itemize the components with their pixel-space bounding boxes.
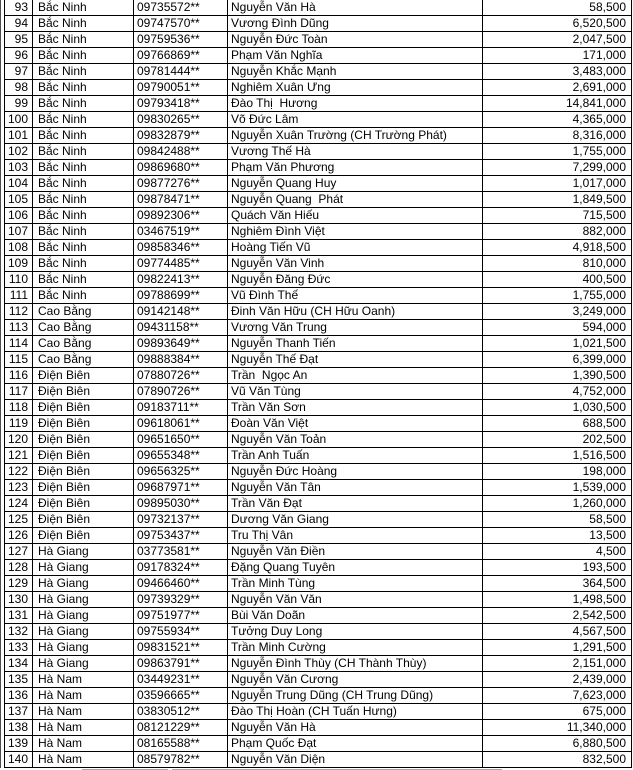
phone-cell[interactable]: 09892306** [134,208,228,223]
amount-cell[interactable]: 58,500 [483,512,632,527]
table-row [5,656,632,672]
province-cell[interactable]: Bắc Ninh [33,112,134,127]
customer-name-cell[interactable]: Nguyễn Đình Thùy (CH Thành Thùy) [228,656,483,671]
amount-cell[interactable]: 7,299,000 [483,160,632,175]
phone-cell[interactable]: 09893649** [134,336,228,351]
province-cell[interactable]: Bắc Ninh [33,240,134,255]
table-row [5,496,632,512]
province-cell[interactable]: Bắc Ninh [33,32,134,47]
amount-cell[interactable]: 1,030,500 [483,400,632,415]
customer-name-cell[interactable]: Nghiêm Đình Việt [228,224,483,239]
table-row [5,208,632,224]
province-cell[interactable]: Bắc Ninh [33,128,134,143]
customer-name-cell[interactable]: Vương Văn Trung [228,320,483,335]
customer-name-cell[interactable]: Vũ Văn Tùng [228,384,483,399]
row-number-cell[interactable]: 97 [5,64,33,79]
row-number-cell[interactable]: 128 [5,560,33,575]
province-cell[interactable]: Bắc Ninh [33,96,134,111]
amount-cell[interactable]: 4,500 [483,544,632,559]
customer-name-cell[interactable]: Nguyễn Trung Dũng (CH Trung Dũng) [228,688,483,703]
row-number-cell[interactable]: 123 [5,480,33,495]
province-cell[interactable]: Điện Biên [33,512,134,527]
phone-cell[interactable]: 07890726** [134,384,228,399]
amount-cell[interactable]: 4,567,500 [483,624,632,639]
province-cell[interactable]: Bắc Ninh [33,64,134,79]
amount-cell[interactable]: 2,439,000 [483,672,632,687]
customer-name-cell[interactable]: Tưởng Duy Long [228,624,483,639]
customer-name-cell[interactable]: Trần Văn Đạt [228,496,483,511]
phone-cell[interactable]: 09895030** [134,496,228,511]
table-row [5,736,632,752]
phone-cell[interactable]: 09858346** [134,240,228,255]
phone-cell[interactable]: 09431158** [134,320,228,335]
province-cell[interactable]: Bắc Ninh [33,0,134,15]
row-number-cell[interactable]: 121 [5,448,33,463]
phone-cell[interactable]: 08165588** [134,736,228,751]
phone-cell[interactable]: 09869680** [134,160,228,175]
customer-name-cell[interactable]: Vũ Đình Thế [228,288,483,303]
customer-name-cell[interactable]: Dương Văn Giang [228,512,483,527]
amount-cell[interactable]: 1,390,500 [483,368,632,383]
phone-cell[interactable]: 09877276** [134,176,228,191]
province-cell[interactable]: Điện Biên [33,464,134,479]
amount-cell[interactable]: 1,498,500 [483,592,632,607]
row-number-cell[interactable]: 114 [5,336,33,351]
row-number-cell[interactable]: 134 [5,656,33,671]
province-cell[interactable]: Bắc Ninh [33,288,134,303]
table-row [5,640,632,656]
amount-cell[interactable]: 715,500 [483,208,632,223]
amount-cell[interactable]: 202,500 [483,432,632,447]
amount-cell[interactable]: 13,500 [483,528,632,543]
province-cell[interactable]: Điện Biên [33,416,134,431]
province-cell[interactable]: Hà Giang [33,544,134,559]
province-cell[interactable]: Bắc Ninh [33,16,134,31]
province-cell[interactable]: Cao Bằng [33,352,134,367]
table-row [5,448,632,464]
province-cell[interactable]: Điện Biên [33,400,134,415]
phone-cell[interactable]: 09732137** [134,512,228,527]
row-number-cell[interactable]: 108 [5,240,33,255]
customer-name-cell[interactable]: Nguyễn Văn Cương [228,672,483,687]
province-cell[interactable]: Hà Giang [33,640,134,655]
phone-cell[interactable]: 09747570** [134,16,228,31]
row-number-cell[interactable]: 107 [5,224,33,239]
amount-cell[interactable]: 1,539,000 [483,480,632,495]
row-number-cell[interactable]: 130 [5,592,33,607]
province-cell[interactable]: Bắc Ninh [33,272,134,287]
amount-cell[interactable]: 882,000 [483,224,632,239]
table-row [5,352,632,368]
row-number-cell[interactable]: 116 [5,368,33,383]
phone-cell[interactable]: 07880726** [134,368,228,383]
amount-cell[interactable]: 2,691,000 [483,80,632,95]
province-cell[interactable]: Hà Giang [33,592,134,607]
province-cell[interactable]: Cao Bằng [33,336,134,351]
amount-cell[interactable]: 1,755,000 [483,144,632,159]
table-row [5,544,632,560]
table-row [5,528,632,544]
row-number-cell[interactable]: 96 [5,48,33,63]
customer-name-cell[interactable]: Nguyễn Thanh Tiến [228,336,483,351]
province-cell[interactable]: Hà Giang [33,608,134,623]
table-row [5,560,632,576]
amount-cell[interactable]: 6,880,500 [483,736,632,751]
table-row [5,240,632,256]
amount-cell[interactable]: 2,151,000 [483,656,632,671]
row-number-cell[interactable]: 133 [5,640,33,655]
table-row [5,112,632,128]
province-cell[interactable]: Hà Giang [33,560,134,575]
phone-cell[interactable]: 09618061** [134,416,228,431]
customer-name-cell[interactable]: Trần Minh Cường [228,640,483,655]
customer-name-cell[interactable]: Trần Văn Sơn [228,400,483,415]
donations-table [4,0,632,768]
phone-cell[interactable]: 09842488** [134,144,228,159]
table-row [5,464,632,480]
phone-cell[interactable]: 09766869** [134,48,228,63]
customer-name-cell[interactable]: Đinh Văn Hữu (CH Hữu Oanh) [228,304,483,319]
phone-cell[interactable]: 09755934** [134,624,228,639]
table-row [5,720,632,736]
table-row [5,752,632,768]
province-cell[interactable]: Hà Giang [33,656,134,671]
table-row [5,160,632,176]
customer-name-cell[interactable]: Quách Văn Hiếu [228,208,483,223]
amount-cell[interactable]: 832,500 [483,752,632,767]
phone-cell[interactable]: 09466460** [134,576,228,591]
phone-cell[interactable]: 03773581** [134,544,228,559]
amount-cell[interactable]: 193,500 [483,560,632,575]
phone-cell[interactable]: 09788699** [134,288,228,303]
customer-name-cell[interactable]: Nguyễn Quang Phát [228,192,483,207]
row-number-cell[interactable]: 100 [5,112,33,127]
amount-cell[interactable]: 1,260,000 [483,496,632,511]
table-row [5,272,632,288]
table-row [5,336,632,352]
customer-name-cell[interactable]: Nguyễn Văn Hà [228,720,483,735]
table-row [5,96,632,112]
table-row [5,128,632,144]
customer-name-cell[interactable]: Nguyễn Đăng Đức [228,272,483,287]
table-row [5,64,632,80]
table-row [5,512,632,528]
province-cell[interactable]: Điện Biên [33,480,134,495]
customer-name-cell[interactable]: Đặng Quang Tuyên [228,560,483,575]
amount-cell[interactable]: 3,249,000 [483,304,632,319]
table-row [5,704,632,720]
phone-cell[interactable]: 09656325** [134,464,228,479]
table-row [5,688,632,704]
amount-cell[interactable]: 58,500 [483,0,632,15]
province-cell[interactable]: Hà Giang [33,624,134,639]
table-row [5,592,632,608]
row-number-cell[interactable]: 103 [5,160,33,175]
customer-name-cell[interactable]: Trần Ngọc An [228,368,483,383]
amount-cell[interactable]: 6,520,500 [483,16,632,31]
row-number-cell[interactable]: 137 [5,704,33,719]
amount-cell[interactable]: 688,500 [483,416,632,431]
phone-cell[interactable]: 09793418** [134,96,228,111]
amount-cell[interactable]: 4,752,000 [483,384,632,399]
row-number-cell[interactable]: 105 [5,192,33,207]
phone-cell[interactable]: 09888384** [134,352,228,367]
amount-cell[interactable]: 4,365,000 [483,112,632,127]
row-number-cell[interactable]: 125 [5,512,33,527]
amount-cell[interactable]: 594,000 [483,320,632,335]
phone-cell[interactable]: 09831521** [134,640,228,655]
row-number-cell[interactable]: 129 [5,576,33,591]
table-row [5,384,632,400]
amount-cell[interactable]: 4,918,500 [483,240,632,255]
customer-name-cell[interactable]: Nguyễn Văn Văn [228,592,483,607]
amount-cell[interactable]: 171,000 [483,48,632,63]
phone-cell[interactable]: 09751977** [134,608,228,623]
row-number-cell[interactable]: 131 [5,608,33,623]
customer-name-cell[interactable]: Bùi Văn Doãn [228,608,483,623]
customer-name-cell[interactable]: Nguyễn Xuân Trường (CH Trường Phát) [228,128,483,143]
amount-cell[interactable]: 400,500 [483,272,632,287]
customer-name-cell[interactable]: Đào Thị Hương [228,96,483,111]
customer-name-cell[interactable]: Đoàn Văn Việt [228,416,483,431]
row-number-cell[interactable]: 126 [5,528,33,543]
table-row [5,0,632,16]
table-row [5,256,632,272]
amount-cell[interactable]: 364,500 [483,576,632,591]
phone-cell[interactable]: 09142148** [134,304,228,319]
amount-cell[interactable]: 6,399,000 [483,352,632,367]
phone-cell[interactable]: 03467519** [134,224,228,239]
amount-cell[interactable]: 1,017,000 [483,176,632,191]
row-number-cell[interactable]: 112 [5,304,33,319]
province-cell[interactable]: Hà Nam [33,736,134,751]
phone-cell[interactable]: 09832879** [134,128,228,143]
phone-cell[interactable]: 09878471** [134,192,228,207]
row-number-cell[interactable]: 138 [5,720,33,735]
table-row [5,416,632,432]
row-number-cell[interactable]: 135 [5,672,33,687]
customer-name-cell[interactable]: Võ Đức Lâm [228,112,483,127]
province-cell[interactable]: Điện Biên [33,384,134,399]
phone-cell[interactable]: 09183711** [134,400,228,415]
phone-cell[interactable]: 09739329** [134,592,228,607]
customer-name-cell[interactable]: Phạm Văn Nghĩa [228,48,483,63]
phone-cell[interactable]: 09830265** [134,112,228,127]
row-number-cell[interactable]: 127 [5,544,33,559]
table-row [5,176,632,192]
row-number-cell[interactable]: 136 [5,688,33,703]
customer-name-cell[interactable]: Trần Anh Tuấn [228,448,483,463]
amount-cell[interactable]: 2,542,500 [483,608,632,623]
phone-cell[interactable]: 08121229** [134,720,228,735]
customer-name-cell[interactable]: Nguyễn Văn Diện [228,752,483,767]
amount-cell[interactable]: 810,000 [483,256,632,271]
province-cell[interactable]: Hà Nam [33,720,134,735]
phone-cell[interactable]: 08579782** [134,752,228,767]
customer-name-cell[interactable]: Đào Thị Hoàn (CH Tuấn Hưng) [228,704,483,719]
left-column-edge-gridline [0,0,1,768]
phone-cell[interactable]: 09781444** [134,64,228,79]
phone-cell[interactable]: 09759536** [134,32,228,47]
province-cell[interactable]: Hà Nam [33,688,134,703]
province-cell[interactable]: Điện Biên [33,448,134,463]
province-cell[interactable]: Điện Biên [33,368,134,383]
row-number-cell[interactable]: 93 [5,0,33,15]
province-cell[interactable]: Hà Nam [33,704,134,719]
table-row [5,80,632,96]
province-cell[interactable]: Điện Biên [33,432,134,447]
customer-name-cell[interactable]: Nguyễn Quang Huy [228,176,483,191]
table-row [5,608,632,624]
phone-cell[interactable]: 09655348** [134,448,228,463]
row-number-cell[interactable]: 99 [5,96,33,111]
province-cell[interactable]: Hà Nam [33,672,134,687]
customer-name-cell[interactable]: Nguyễn Khắc Mạnh [228,64,483,79]
table-row [5,304,632,320]
customer-name-cell[interactable]: Hoàng Tiến Vũ [228,240,483,255]
row-number-cell[interactable]: 104 [5,176,33,191]
province-cell[interactable]: Cao Bằng [33,304,134,319]
table-row [5,32,632,48]
row-number-cell[interactable]: 118 [5,400,33,415]
row-number-cell[interactable]: 95 [5,32,33,47]
row-number-cell[interactable]: 117 [5,384,33,399]
row-number-cell[interactable]: 98 [5,80,33,95]
customer-name-cell[interactable]: Phạm Văn Phương [228,160,483,175]
amount-cell[interactable]: 3,483,000 [483,64,632,79]
amount-cell[interactable]: 198,000 [483,464,632,479]
customer-name-cell[interactable]: Nguyễn Văn Hà [228,0,483,15]
province-cell[interactable]: Bắc Ninh [33,160,134,175]
amount-cell[interactable]: 1,755,000 [483,288,632,303]
amount-cell[interactable]: 8,316,000 [483,128,632,143]
amount-cell[interactable]: 1,849,500 [483,192,632,207]
phone-cell[interactable]: 09774485** [134,256,228,271]
row-number-cell[interactable]: 101 [5,128,33,143]
table-row [5,480,632,496]
table-row [5,144,632,160]
table-row [5,624,632,640]
customer-name-cell[interactable]: Vương Thế Hà [228,144,483,159]
table-row [5,48,632,64]
customer-name-cell[interactable]: Phạm Quốc Đạt [228,736,483,751]
table-row [5,288,632,304]
amount-cell[interactable]: 1,021,500 [483,336,632,351]
customer-name-cell[interactable]: Nguyễn Thế Đạt [228,352,483,367]
province-cell[interactable]: Bắc Ninh [33,144,134,159]
customer-name-cell[interactable]: Tru Thị Vân [228,528,483,543]
province-cell[interactable]: Bắc Ninh [33,192,134,207]
province-cell[interactable]: Điện Biên [33,496,134,511]
phone-cell[interactable]: 09651650** [134,432,228,447]
province-cell[interactable]: Hà Giang [33,576,134,591]
phone-cell[interactable]: 03830512** [134,704,228,719]
amount-cell[interactable]: 2,047,500 [483,32,632,47]
phone-cell[interactable]: 09863791** [134,656,228,671]
customer-name-cell[interactable]: Nguyễn Văn Tân [228,480,483,495]
province-cell[interactable]: Bắc Ninh [33,80,134,95]
phone-cell[interactable]: 09178324** [134,560,228,575]
phone-cell[interactable]: 09735572** [134,0,228,15]
row-number-cell[interactable]: 119 [5,416,33,431]
row-number-cell[interactable]: 120 [5,432,33,447]
phone-cell[interactable]: 03596665** [134,688,228,703]
province-cell[interactable]: Hà Nam [33,752,134,767]
amount-cell[interactable]: 7,623,000 [483,688,632,703]
table-row [5,432,632,448]
row-number-cell[interactable]: 124 [5,496,33,511]
row-number-cell[interactable]: 102 [5,144,33,159]
amount-cell[interactable]: 675,000 [483,704,632,719]
table-row [5,16,632,32]
table-row [5,320,632,336]
customer-name-cell[interactable]: Nguyễn Văn Vinh [228,256,483,271]
province-cell[interactable]: Bắc Ninh [33,208,134,223]
customer-name-cell[interactable]: Trần Minh Tùng [228,576,483,591]
phone-cell[interactable]: 03449231** [134,672,228,687]
row-number-cell[interactable]: 132 [5,624,33,639]
row-number-cell[interactable]: 122 [5,464,33,479]
table-row [5,576,632,592]
row-number-cell[interactable]: 140 [5,752,33,767]
customer-name-cell[interactable]: Nguyễn Văn Điền [228,544,483,559]
customer-name-cell[interactable]: Nguyễn Đức Toàn [228,32,483,47]
amount-cell[interactable]: 11,340,000 [483,720,632,735]
customer-name-cell[interactable]: Nguyễn Đức Hoàng [228,464,483,479]
row-number-cell[interactable]: 94 [5,16,33,31]
table-row [5,400,632,416]
province-cell[interactable]: Bắc Ninh [33,224,134,239]
table-row [5,368,632,384]
province-cell[interactable]: Bắc Ninh [33,256,134,271]
province-cell[interactable]: Điện Biên [33,528,134,543]
customer-name-cell[interactable]: Nghiêm Xuân Ưng [228,80,483,95]
table-row [5,192,632,208]
province-cell[interactable]: Bắc Ninh [33,48,134,63]
row-number-cell[interactable]: 110 [5,272,33,287]
phone-cell[interactable]: 09790051** [134,80,228,95]
table-row [5,672,632,688]
amount-cell[interactable]: 1,516,500 [483,448,632,463]
row-number-cell[interactable]: 111 [5,288,33,303]
province-cell[interactable]: Bắc Ninh [33,176,134,191]
row-number-cell[interactable]: 139 [5,736,33,751]
amount-cell[interactable]: 14,841,000 [483,96,632,111]
row-number-cell[interactable]: 109 [5,256,33,271]
amount-cell[interactable]: 1,291,500 [483,640,632,655]
phone-cell[interactable]: 09687971** [134,480,228,495]
province-cell[interactable]: Cao Bằng [33,320,134,335]
customer-name-cell[interactable]: Vương Đình Dũng [228,16,483,31]
phone-cell[interactable]: 09753437** [134,528,228,543]
table-row [5,224,632,240]
row-number-cell[interactable]: 106 [5,208,33,223]
row-number-cell[interactable]: 115 [5,352,33,367]
customer-name-cell[interactable]: Nguyễn Văn Toản [228,432,483,447]
phone-cell[interactable]: 09822413** [134,272,228,287]
row-number-cell[interactable]: 113 [5,320,33,335]
